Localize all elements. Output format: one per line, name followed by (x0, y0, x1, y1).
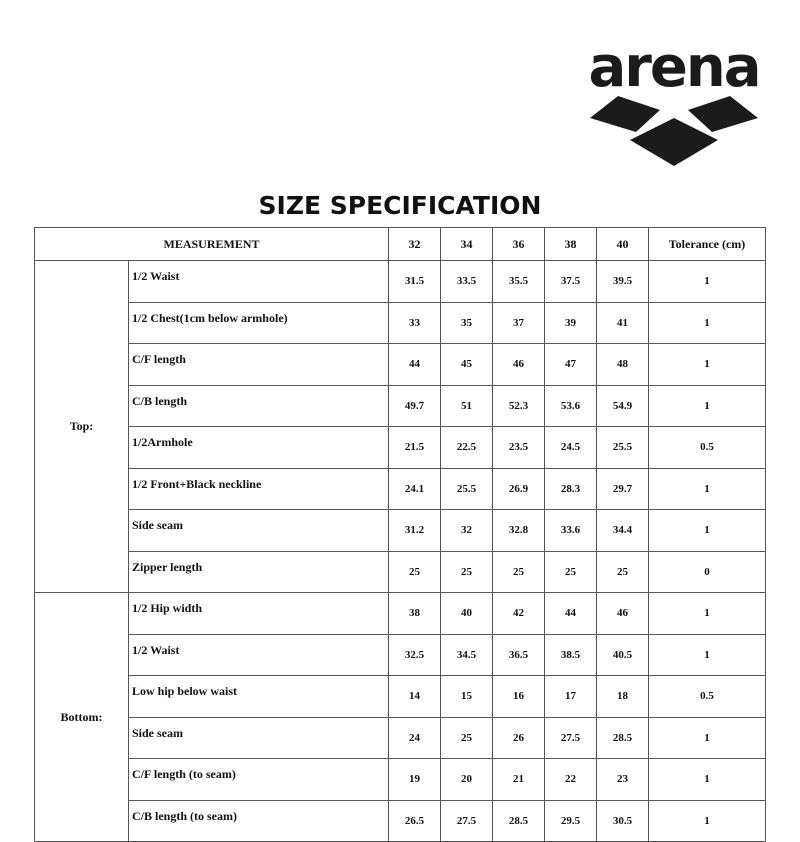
measurement-header: MEASUREMENT (35, 228, 389, 261)
size-value: 34.4 (597, 510, 649, 552)
size-value: 54.9 (597, 385, 649, 427)
size-value: 29.5 (545, 800, 597, 842)
tolerance-value: 0.5 (649, 676, 766, 718)
size-value: 32.8 (493, 510, 545, 552)
size-value: 33 (389, 302, 441, 344)
measurement-name: 1/2 Front+Black neckline (129, 468, 389, 510)
measurement-name: 1/2 Hip width (129, 593, 389, 635)
size-value: 38.5 (545, 634, 597, 676)
size-value: 35.5 (493, 261, 545, 303)
size-value: 24.5 (545, 427, 597, 469)
size-value: 19 (389, 759, 441, 801)
measurement-name: 1/2 Waist (129, 261, 389, 303)
table-row (35, 759, 766, 801)
size-value: 42 (493, 593, 545, 635)
size-value: 33.5 (441, 261, 493, 303)
size-value: 38 (389, 593, 441, 635)
size-value: 48 (597, 344, 649, 386)
measurement-name: C/F length (129, 344, 389, 386)
tolerance-value: 1 (649, 344, 766, 386)
size-value: 25 (545, 551, 597, 593)
size-value: 25.5 (441, 468, 493, 510)
size-value: 25 (597, 551, 649, 593)
size-value: 39 (545, 302, 597, 344)
size-value: 33.6 (545, 510, 597, 552)
size-value: 25 (441, 551, 493, 593)
table-row (35, 593, 766, 635)
size-header: 38 (545, 228, 597, 261)
logo-wordmark: arena (588, 35, 760, 100)
tolerance-value: 1 (649, 510, 766, 552)
table-row (35, 344, 766, 386)
table-row (35, 717, 766, 759)
size-value: 22 (545, 759, 597, 801)
table-row (35, 676, 766, 718)
size-value: 23 (597, 759, 649, 801)
measurement-name: 1/2 Chest(1cm below armhole) (129, 302, 389, 344)
size-header: 32 (389, 228, 441, 261)
tolerance-value: 1 (649, 759, 766, 801)
tolerance-value: 1 (649, 261, 766, 303)
table-row (35, 800, 766, 842)
size-value: 22.5 (441, 427, 493, 469)
measurement-name: 1/2 Waist (129, 634, 389, 676)
size-value: 28.5 (493, 800, 545, 842)
size-value: 34.5 (441, 634, 493, 676)
size-value: 21 (493, 759, 545, 801)
size-value: 18 (597, 676, 649, 718)
tolerance-header: Tolerance (cm) (649, 228, 766, 261)
size-value: 25 (441, 717, 493, 759)
measurement-name: 1/2Armhole (129, 427, 389, 469)
tolerance-value: 1 (649, 468, 766, 510)
table-row (35, 551, 766, 593)
size-value: 24 (389, 717, 441, 759)
header-row (35, 228, 766, 261)
size-value: 35 (441, 302, 493, 344)
size-value: 27.5 (545, 717, 597, 759)
group-label: Bottom: (35, 593, 129, 842)
size-header: 36 (493, 228, 545, 261)
size-value: 31.2 (389, 510, 441, 552)
size-value: 31.5 (389, 261, 441, 303)
size-value: 36.5 (493, 634, 545, 676)
tolerance-value: 1 (649, 593, 766, 635)
measurement-name: Side seam (129, 717, 389, 759)
size-value: 28.5 (597, 717, 649, 759)
group-label: Top: (35, 261, 129, 593)
tolerance-value: 0 (649, 551, 766, 593)
size-value: 40 (441, 593, 493, 635)
size-value: 44 (545, 593, 597, 635)
table-row (35, 261, 766, 303)
size-value: 52.3 (493, 385, 545, 427)
size-value: 26.9 (493, 468, 545, 510)
size-value: 14 (389, 676, 441, 718)
size-value: 49.7 (389, 385, 441, 427)
size-value: 24.1 (389, 468, 441, 510)
tolerance-value: 1 (649, 302, 766, 344)
size-value: 30.5 (597, 800, 649, 842)
size-value: 23.5 (493, 427, 545, 469)
size-value: 17 (545, 676, 597, 718)
table-row (35, 302, 766, 344)
size-value: 40.5 (597, 634, 649, 676)
measurement-name: C/B length (to seam) (129, 800, 389, 842)
diamond-icon (588, 96, 760, 168)
size-value: 25 (493, 551, 545, 593)
table-row (35, 634, 766, 676)
size-value: 51 (441, 385, 493, 427)
size-value: 45 (441, 344, 493, 386)
tolerance-value: 1 (649, 717, 766, 759)
size-value: 44 (389, 344, 441, 386)
table-row (35, 468, 766, 510)
tolerance-value: 1 (649, 634, 766, 676)
size-value: 15 (441, 676, 493, 718)
measurement-name: Low hip below waist (129, 676, 389, 718)
table-row (35, 510, 766, 552)
size-value: 28.3 (545, 468, 597, 510)
page-title: SIZE SPECIFICATION (258, 191, 542, 220)
measurement-name: C/B length (129, 385, 389, 427)
measurement-name: Zipper length (129, 551, 389, 593)
measurement-name: Side seam (129, 510, 389, 552)
size-value: 53.6 (545, 385, 597, 427)
size-value: 41 (597, 302, 649, 344)
size-value: 37 (493, 302, 545, 344)
size-value: 26.5 (389, 800, 441, 842)
size-value: 39.5 (597, 261, 649, 303)
size-value: 16 (493, 676, 545, 718)
table-row (35, 385, 766, 427)
size-value: 29.7 (597, 468, 649, 510)
size-value: 20 (441, 759, 493, 801)
size-value: 25.5 (597, 427, 649, 469)
measurement-name: C/F length (to seam) (129, 759, 389, 801)
size-value: 25 (389, 551, 441, 593)
table-row (35, 427, 766, 469)
size-value: 27.5 (441, 800, 493, 842)
size-value: 46 (493, 344, 545, 386)
tolerance-value: 1 (649, 800, 766, 842)
size-value: 32 (441, 510, 493, 552)
size-value: 47 (545, 344, 597, 386)
size-value: 37.5 (545, 261, 597, 303)
size-value: 46 (597, 593, 649, 635)
tolerance-value: 1 (649, 385, 766, 427)
size-header: 40 (597, 228, 649, 261)
tolerance-value: 0.5 (649, 427, 766, 469)
size-value: 26 (493, 717, 545, 759)
arena-logo (586, 35, 762, 172)
size-header: 34 (441, 228, 493, 261)
size-spec-table (34, 227, 766, 842)
size-value: 32.5 (389, 634, 441, 676)
size-value: 21.5 (389, 427, 441, 469)
